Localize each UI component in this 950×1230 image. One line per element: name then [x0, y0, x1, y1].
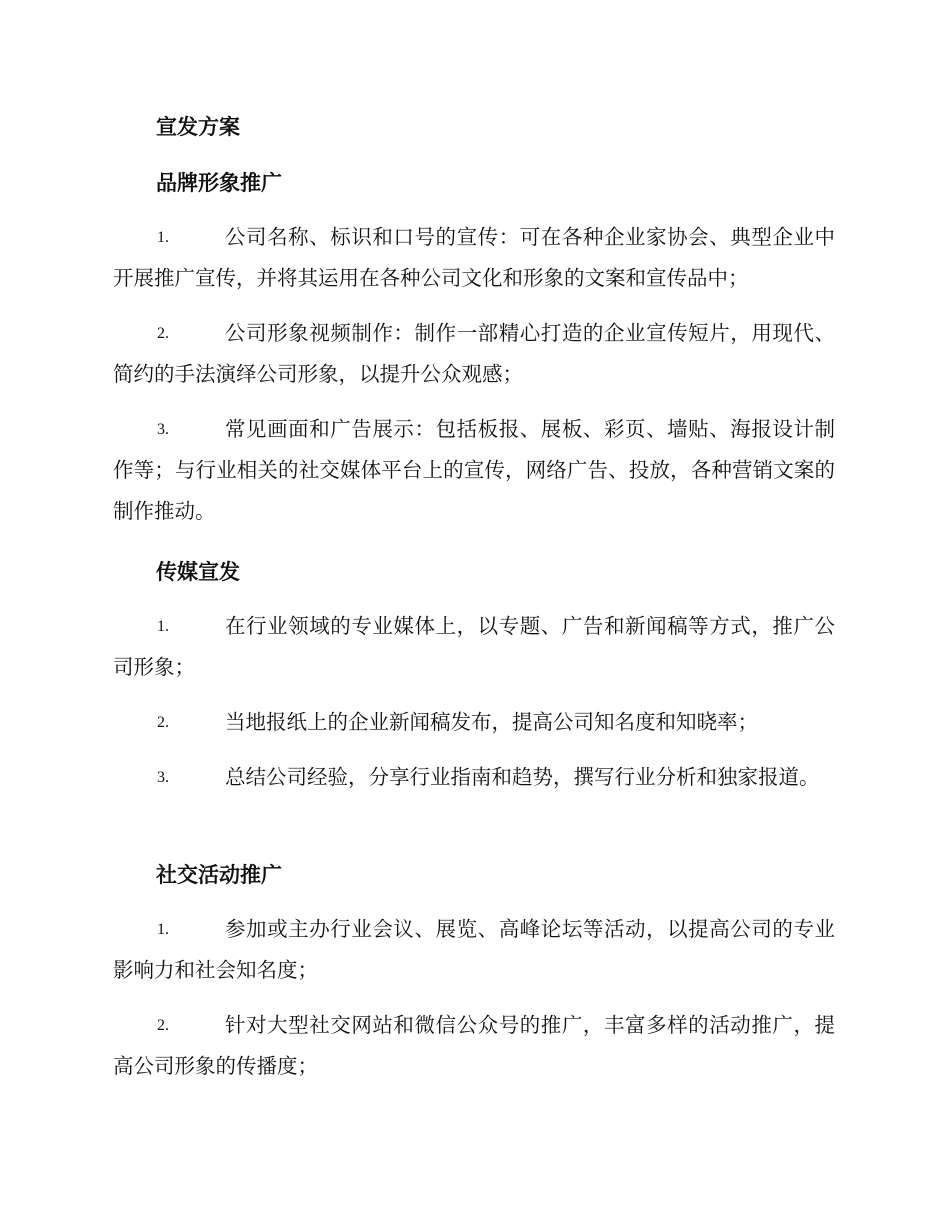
section-heading-media: 传媒宣发 — [156, 560, 240, 584]
section-heading-brand: 品牌形象推广 — [156, 171, 282, 195]
item-number: 1. — [157, 618, 169, 635]
list-item — [113, 909, 835, 991]
item-text: 公司形象视频制作：制作一部精心打造的企业宣传短片，用现代、简约的手法演绎公司形象，以提升公众观感； — [113, 321, 835, 386]
item-number: 3. — [157, 421, 169, 438]
item-number: 1. — [157, 921, 169, 938]
list-item — [113, 757, 835, 798]
list-item — [113, 1005, 835, 1087]
list-item — [113, 313, 835, 395]
item-text: 总结公司经验，分享行业指南和趋势，撰写行业分析和独家报道。 — [225, 765, 820, 789]
item-text: 参加或主办行业会议、展览、高峰论坛等活动，以提高公司的专业影响力和社会知名度； — [113, 917, 835, 982]
item-number: 2. — [157, 325, 169, 342]
item-text: 针对大型社交网站和微信公众号的推广，丰富多样的活动推广，提高公司形象的传播度； — [113, 1013, 835, 1078]
item-number: 1. — [157, 229, 169, 246]
list-item — [113, 606, 835, 688]
document-title: 宣发方案 — [156, 115, 240, 139]
item-text: 常见画面和广告展示：包括板报、展板、彩页、墙贴、海报设计制作等；与行业相关的社交媒体平台上的宣传，网络广告、投放，各种营销文案的制作推动。 — [113, 417, 835, 523]
item-text: 当地报纸上的企业新闻稿发布，提高公司知名度和知晓率； — [225, 710, 758, 734]
list-item — [113, 217, 835, 299]
list-item — [113, 702, 835, 743]
item-number: 2. — [157, 714, 169, 731]
item-number: 2. — [157, 1017, 169, 1034]
item-text: 公司名称、标识和口号的宣传：可在各种企业家协会、典型企业中开展推广宣传，并将其运用在各种公司文化和形象的文案和宣传品中； — [113, 225, 835, 290]
section-heading-social: 社交活动推广 — [156, 863, 282, 887]
item-text: 在行业领域的专业媒体上，以专题、广告和新闻稿等方式，推广公司形象； — [113, 614, 835, 679]
item-number: 3. — [157, 769, 169, 786]
list-item — [113, 409, 835, 532]
